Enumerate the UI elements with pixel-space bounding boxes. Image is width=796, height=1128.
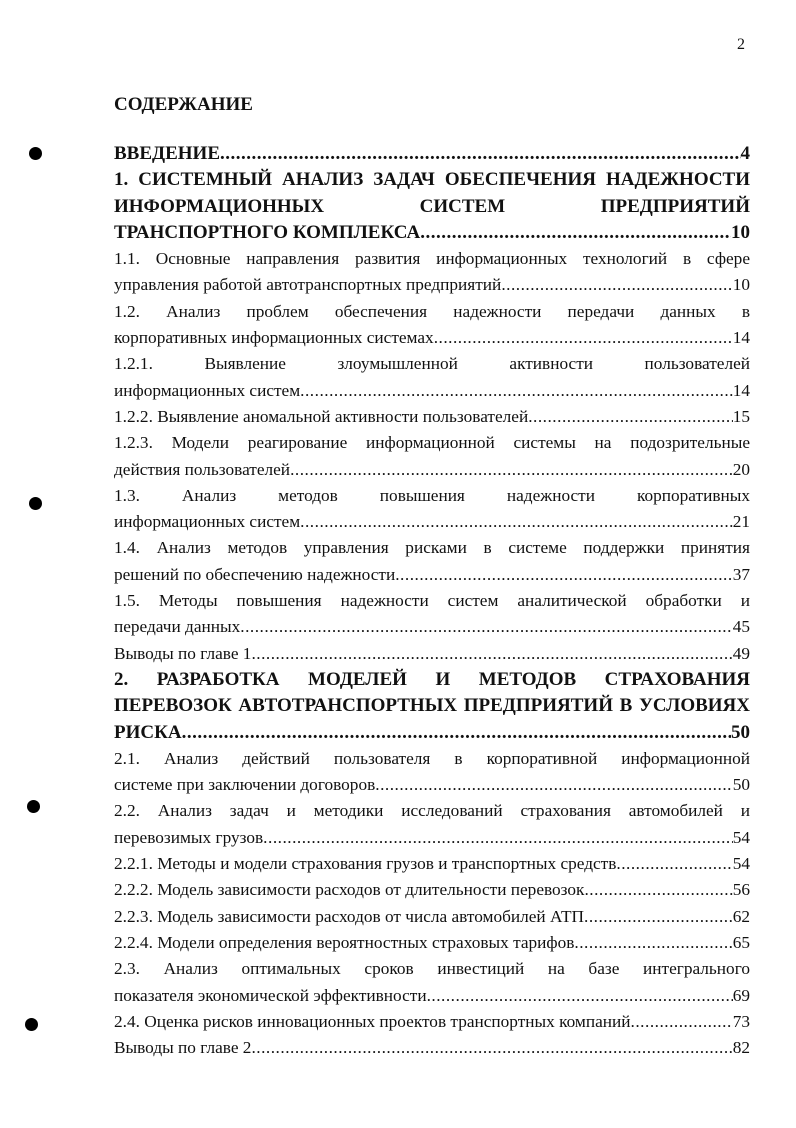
toc-page-number: 45	[732, 617, 750, 637]
toc-line	[114, 220, 750, 246]
toc-line	[114, 299, 750, 325]
toc-line	[114, 772, 750, 798]
toc-entry-text: управления работой автотранспортных предприятий	[114, 275, 502, 295]
table-of-contents	[114, 141, 750, 1061]
toc-page-number: 15	[732, 406, 750, 426]
toc-line	[114, 378, 750, 404]
toc-line	[114, 167, 750, 193]
toc-line	[114, 720, 750, 746]
toc-entry-text: 1.2.3. Модели реагирование информационной системы на подозрительные	[114, 433, 750, 453]
toc-line	[114, 509, 750, 535]
toc-entry-text: информационных систем	[114, 380, 301, 400]
toc-entry-text: 1.3. Анализ методов повышения надежности корпоративных	[114, 485, 750, 505]
toc-line	[114, 904, 750, 930]
binder-hole-3	[27, 800, 40, 813]
dot-leader	[528, 404, 733, 430]
toc-line	[114, 535, 750, 561]
dot-leader	[263, 825, 733, 851]
dot-leader	[616, 851, 732, 877]
toc-page-number: 56	[732, 880, 750, 900]
toc-line	[114, 404, 750, 430]
toc-page-number: 50	[731, 721, 750, 743]
dot-leader	[300, 509, 733, 535]
dot-leader	[251, 641, 732, 667]
toc-entry-text: перевозимых грузов	[114, 827, 264, 847]
toc-entry-text: информационных систем	[114, 512, 301, 532]
toc-line	[114, 877, 750, 903]
toc-line	[114, 483, 750, 509]
toc-entry-text: 2.4. Оценка рисков инновационных проектов транспортных компаний	[114, 1011, 631, 1031]
toc-entry-text: 2.2.3. Модель зависимости расходов от числа автомобилей АТП	[114, 906, 585, 926]
toc-line	[114, 614, 750, 640]
binder-hole-4	[25, 1018, 38, 1031]
toc-page-number: 54	[732, 854, 750, 874]
toc-entry-text: РИСКА	[114, 721, 182, 743]
dot-leader	[501, 272, 732, 298]
toc-line	[114, 325, 750, 351]
toc-entry-text: решений по обеспечению надежности	[114, 564, 396, 584]
toc-page-number: 10	[731, 221, 750, 243]
page-number: 2	[737, 36, 745, 53]
toc-page-number: 54	[732, 827, 750, 847]
toc-page-number: 14	[732, 328, 750, 348]
toc-entry-text: 1.2.2. Выявление аномальной активности пользователей	[114, 406, 529, 426]
toc-entry-text: 2.1. Анализ действий пользователя в корпоративной информационной	[114, 748, 750, 768]
toc-line	[114, 194, 750, 220]
dot-leader	[290, 457, 733, 483]
toc-page-number: 50	[732, 775, 750, 795]
toc-entry-text: 2.2.1. Методы и модели страхования грузов и транспортных средств	[114, 854, 617, 874]
toc-line	[114, 798, 750, 824]
toc-line	[114, 641, 750, 667]
dot-leader	[300, 378, 733, 404]
toc-entry-text: 1.2.1. Выявление злоумышленной активности пользователей	[114, 354, 750, 374]
toc-line	[114, 457, 750, 483]
toc-page-number: 4	[740, 143, 750, 164]
toc-page-number: 10	[732, 275, 750, 295]
dot-leader	[240, 614, 732, 640]
toc-page-number: 65	[732, 932, 750, 952]
dot-leader	[584, 877, 732, 903]
dot-leader	[434, 325, 733, 351]
dot-leader	[574, 930, 732, 956]
dot-leader	[427, 983, 733, 1009]
toc-page-number: 69	[732, 985, 750, 1005]
toc-line	[114, 246, 750, 272]
dot-leader	[375, 772, 732, 798]
dot-leader	[420, 220, 731, 246]
toc-page-number: 49	[732, 643, 750, 663]
toc-entry-text: 2. РАЗРАБОТКА МОДЕЛЕЙ И МЕТОДОВ СТРАХОВАНИЯ	[114, 668, 750, 690]
toc-line	[114, 1009, 750, 1035]
toc-entry-text: корпоративных информационных системах	[114, 328, 434, 348]
dot-leader	[631, 1009, 733, 1035]
toc-page-number: 21	[732, 512, 750, 532]
toc-line	[114, 351, 750, 377]
toc-line	[114, 693, 750, 719]
dot-leader	[220, 141, 741, 167]
toc-line	[114, 851, 750, 877]
toc-page-number: 37	[732, 564, 750, 584]
toc-entry-text: 1.2. Анализ проблем обеспечения надежности передачи данных в	[114, 301, 750, 321]
toc-line	[114, 983, 750, 1009]
toc-entry-text: 1.4. Анализ методов управления рисками в системе поддержки принятия	[114, 538, 750, 558]
toc-entry-text: ПЕРЕВОЗОК АВТОТРАНСПОРТНЫХ ПРЕДПРИЯТИЙ В УСЛОВИЯХ	[114, 695, 750, 717]
toc-entry-text: 2.2.2. Модель зависимости расходов от длительности перевозок	[114, 880, 585, 900]
toc-entry-text: 2.2. Анализ задач и методики исследований страхования автомобилей и	[114, 801, 750, 821]
toc-entry-text: ТРАНСПОРТНОГО КОМПЛЕКСА	[114, 221, 421, 243]
toc-entry-text: 1. СИСТЕМНЫЙ АНАЛИЗ ЗАДАЧ ОБЕСПЕЧЕНИЯ НАДЕЖНОСТИ	[114, 169, 750, 191]
dot-leader	[395, 562, 732, 588]
dot-leader	[182, 720, 731, 746]
toc-line	[114, 930, 750, 956]
toc-page-number: 82	[732, 1038, 750, 1058]
page-title: СОДЕРЖАНИЕ	[114, 94, 253, 115]
toc-entry-text: 1.5. Методы повышения надежности систем аналитической обработки и	[114, 591, 750, 611]
toc-entry-text: передачи данных	[114, 617, 241, 637]
toc-line	[114, 667, 750, 693]
toc-line	[114, 1035, 750, 1061]
toc-entry-text: ИНФОРМАЦИОННЫХ СИСТЕМ ПРЕДПРИЯТИЙ	[114, 195, 750, 217]
toc-line	[114, 956, 750, 982]
toc-page-number: 20	[732, 459, 750, 479]
toc-entry-text: ВВЕДЕНИЕ	[114, 143, 220, 164]
toc-line	[114, 825, 750, 851]
toc-entry-text: показателя экономической эффективности	[114, 985, 427, 1005]
toc-entry-text: системе при заключении договоров	[114, 775, 376, 795]
toc-line	[114, 746, 750, 772]
toc-page-number: 73	[732, 1011, 750, 1031]
toc-entry-text: 2.2.4. Модели определения вероятностных страховых тарифов	[114, 932, 575, 952]
toc-page-number: 62	[732, 906, 750, 926]
toc-line	[114, 141, 750, 167]
toc-line	[114, 588, 750, 614]
toc-entry-text: Выводы по главе 2	[114, 1038, 252, 1058]
toc-entry-text: 1.1. Основные направления развития информационных технологий в сфере	[114, 249, 750, 269]
dot-leader	[584, 904, 733, 930]
toc-entry-text: действия пользователей	[114, 459, 291, 479]
dot-leader	[251, 1035, 732, 1061]
toc-page-number: 14	[732, 380, 750, 400]
toc-line	[114, 430, 750, 456]
toc-line	[114, 272, 750, 298]
binder-hole-2	[29, 497, 42, 510]
binder-hole-1	[29, 147, 42, 160]
toc-entry-text: 2.3. Анализ оптимальных сроков инвестиций на базе интегрального	[114, 959, 750, 979]
toc-line	[114, 562, 750, 588]
toc-entry-text: Выводы по главе 1	[114, 643, 252, 663]
